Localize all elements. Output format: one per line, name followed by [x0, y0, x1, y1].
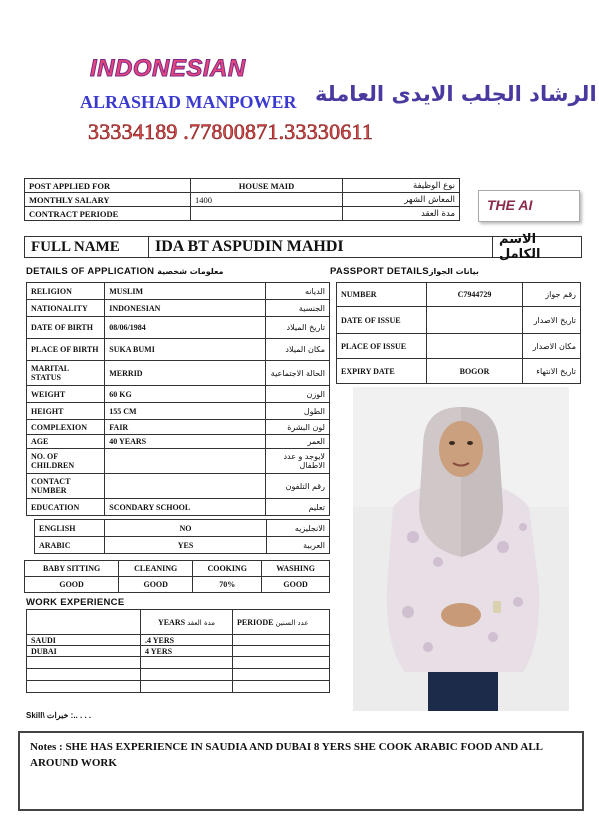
contract-label-ar: مدة العقد	[343, 207, 460, 221]
applicant-photo	[353, 387, 569, 711]
complexion-value: FAIR	[105, 420, 266, 435]
table-row	[337, 359, 581, 384]
table-row	[27, 681, 330, 693]
education-label-ar: تعليم	[265, 499, 329, 516]
dob-label-ar: تاريخ الميلاد	[265, 317, 329, 339]
work-section-title: WORK EXPERIENCE	[26, 597, 125, 608]
work-country: DUBAI	[27, 646, 141, 657]
dob-label: DATE OF BIRTH	[27, 317, 105, 339]
details-title: DETAILS OF APPLICATION	[26, 266, 155, 277]
skill-line: Skill\ خبرات :.. . . .	[26, 711, 92, 720]
contact-value	[105, 474, 266, 499]
pob-value: SUKA BUMI	[105, 339, 266, 361]
work-years-label-ar: مدة العقد	[187, 618, 216, 627]
work-header-empty	[27, 610, 141, 635]
table-row	[27, 403, 330, 420]
work-header-period	[233, 610, 330, 635]
work-period	[233, 657, 330, 669]
table-row	[25, 561, 330, 577]
salary-label: MONTHLY SALARY	[25, 193, 191, 207]
brand-subtitle: ALRASHAD MANPOWER	[80, 92, 297, 112]
notes-box	[18, 731, 584, 811]
expiry-label-ar: تاريخ الانتهاء	[523, 359, 581, 384]
notes-text: : SHE HAS EXPERIENCE IN SAUDIA AND DUBAI 8 YERS SHE COOK ARABIC FOOD AND ALL AROUND WORK	[30, 741, 543, 769]
details-title-ar: معلومات شخصية	[157, 267, 224, 276]
table-row	[27, 339, 330, 361]
work-years	[141, 681, 233, 693]
passport-number-value: C7944729	[427, 283, 523, 307]
issue-place-value	[427, 334, 523, 359]
post-table	[24, 178, 460, 221]
passport-title-ar: بيانات الجواز	[428, 267, 479, 276]
table-row	[25, 207, 460, 221]
work-country: SAUDI	[27, 635, 141, 646]
nationality-value: INDONESIAN	[105, 300, 266, 317]
table-row	[27, 449, 330, 474]
post-label-ar: نوع الوظيفة	[343, 179, 460, 193]
work-period-label: PERIODE	[237, 617, 274, 627]
table-row	[337, 283, 581, 307]
marital-value: MERRID	[105, 361, 266, 386]
table-row	[27, 435, 330, 449]
age-label: AGE	[27, 435, 105, 449]
height-label: HEIGHT	[27, 403, 105, 420]
contact-label-ar: رقم التلفون	[265, 474, 329, 499]
passport-title: PASSPORT DETAILS	[330, 266, 429, 277]
work-years-label: YEARS	[157, 617, 186, 627]
table-row	[25, 577, 330, 593]
table-row	[27, 610, 330, 635]
marital-label: MARITAL STATUS	[27, 361, 105, 386]
skill-header: BABY SITTING	[25, 561, 119, 577]
issue-date-label: DATE OF ISSUE	[337, 307, 427, 334]
children-value	[105, 449, 266, 474]
work-country	[27, 657, 141, 669]
dob-value: 08/06/1984	[105, 317, 266, 339]
full-name-label-ar: الاسم الكامل	[499, 232, 541, 262]
details-table	[26, 282, 330, 516]
work-period	[233, 646, 330, 657]
work-years: 4 YERS	[141, 646, 233, 657]
phone-numbers: 33334189 .77800871.33330611	[88, 119, 374, 144]
religion-label: RELIGION	[27, 283, 105, 300]
work-period	[233, 635, 330, 646]
expiry-value: BOGOR	[427, 359, 523, 384]
contract-value	[191, 207, 343, 221]
table-row	[27, 646, 330, 657]
table-row	[337, 334, 581, 359]
complexion-label-ar: لون البشرة	[265, 420, 329, 435]
table-row	[35, 537, 330, 554]
full-name-value: IDA BT ASPUDIN MAHDI	[149, 237, 493, 257]
brand-arabic-name: الرشاد الجلب الايدى العاملة	[315, 82, 597, 106]
skill-header: WASHING	[262, 561, 330, 577]
complexion-label: COMPLEXION	[27, 420, 105, 435]
passport-number-label-ar: رقم جواز	[523, 283, 581, 307]
height-label-ar: الطول	[265, 403, 329, 420]
expiry-label: EXPIRY DATE	[337, 359, 427, 384]
skills-table	[24, 560, 330, 593]
table-row	[27, 361, 330, 386]
table-row	[25, 193, 460, 207]
table-row	[27, 669, 330, 681]
english-label-ar: الانجليزيه	[267, 520, 330, 537]
post-value: HOUSE MAID	[191, 179, 343, 193]
table-row	[27, 657, 330, 669]
table-row	[27, 635, 330, 646]
applicant-silhouette-icon	[353, 387, 569, 711]
full-name-label: FULL NAME	[25, 237, 149, 257]
contact-label: CONTACT NUMBER	[27, 474, 105, 499]
work-years	[141, 669, 233, 681]
nationality-label-ar: الجنسية	[265, 300, 329, 317]
religion-label-ar: الديانه	[265, 283, 329, 300]
work-period	[233, 681, 330, 693]
marital-label-ar: الحالة الاجتماعية	[265, 361, 329, 386]
age-value: 40 YEARS	[105, 435, 266, 449]
salary-label-ar: المعاش الشهر	[343, 193, 460, 207]
table-row	[27, 300, 330, 317]
work-country	[27, 669, 141, 681]
weight-label-ar: الوزن	[265, 386, 329, 403]
work-period-label-ar: عدد السنين	[275, 618, 309, 627]
arabic-label: ARABIC	[35, 537, 105, 554]
skill-value: GOOD	[25, 577, 119, 593]
pob-label-ar: مكان الميلاد	[265, 339, 329, 361]
english-label: ENGLISH	[35, 520, 105, 537]
skill-value: 70%	[193, 577, 262, 593]
weight-label: WEIGHT	[27, 386, 105, 403]
agency-badge: THE AI	[478, 190, 580, 222]
languages-table	[34, 519, 330, 554]
skill-header: COOKING	[193, 561, 262, 577]
passport-table	[336, 282, 581, 384]
table-row	[27, 317, 330, 339]
table-row	[27, 283, 330, 300]
age-label-ar: العمر	[265, 435, 329, 449]
salary-value: 1400	[191, 193, 343, 207]
work-years: .4 YERS	[141, 635, 233, 646]
children-label-ar: لايوجد و عدد الاطفال	[265, 449, 329, 474]
issue-place-label: PLACE OF ISSUE	[337, 334, 427, 359]
full-name-row	[24, 232, 582, 262]
skill-value: GOOD	[119, 577, 193, 593]
post-label: POST APPLIED FOR	[25, 179, 191, 193]
weight-value: 60 KG	[105, 386, 266, 403]
pob-label: PLACE OF BIRTH	[27, 339, 105, 361]
english-value: NO	[105, 520, 267, 537]
nationality-label: NATIONALITY	[27, 300, 105, 317]
passport-number-label: NUMBER	[337, 283, 427, 307]
table-row	[25, 179, 460, 193]
brand-title: INDONESIAN	[90, 55, 246, 82]
work-header-years	[141, 610, 233, 635]
table-row	[27, 420, 330, 435]
table-row	[27, 499, 330, 516]
children-label: NO. OF CHILDREN	[27, 449, 105, 474]
contract-label: CONTRACT PERIODE	[25, 207, 191, 221]
passport-section-title	[330, 266, 479, 277]
work-period	[233, 669, 330, 681]
arabic-label-ar: العربية	[267, 537, 330, 554]
height-value: 155 CM	[105, 403, 266, 420]
religion-value: MUSLIM	[105, 283, 266, 300]
issue-date-value	[427, 307, 523, 334]
work-table	[26, 609, 330, 693]
education-value: SCONDARY SCHOOL	[105, 499, 266, 516]
skill-header: CLEANING	[119, 561, 193, 577]
table-row	[27, 474, 330, 499]
table-row	[27, 386, 330, 403]
work-country	[27, 681, 141, 693]
work-years	[141, 657, 233, 669]
details-section-title	[26, 266, 223, 277]
notes-label: Notes	[30, 741, 57, 753]
education-label: EDUCATION	[27, 499, 105, 516]
issue-date-label-ar: تاريخ الاصدار	[523, 307, 581, 334]
table-row	[337, 307, 581, 334]
skill-value: GOOD	[262, 577, 330, 593]
table-row	[35, 520, 330, 537]
issue-place-label-ar: مكان الاصدار	[523, 334, 581, 359]
arabic-value: YES	[105, 537, 267, 554]
